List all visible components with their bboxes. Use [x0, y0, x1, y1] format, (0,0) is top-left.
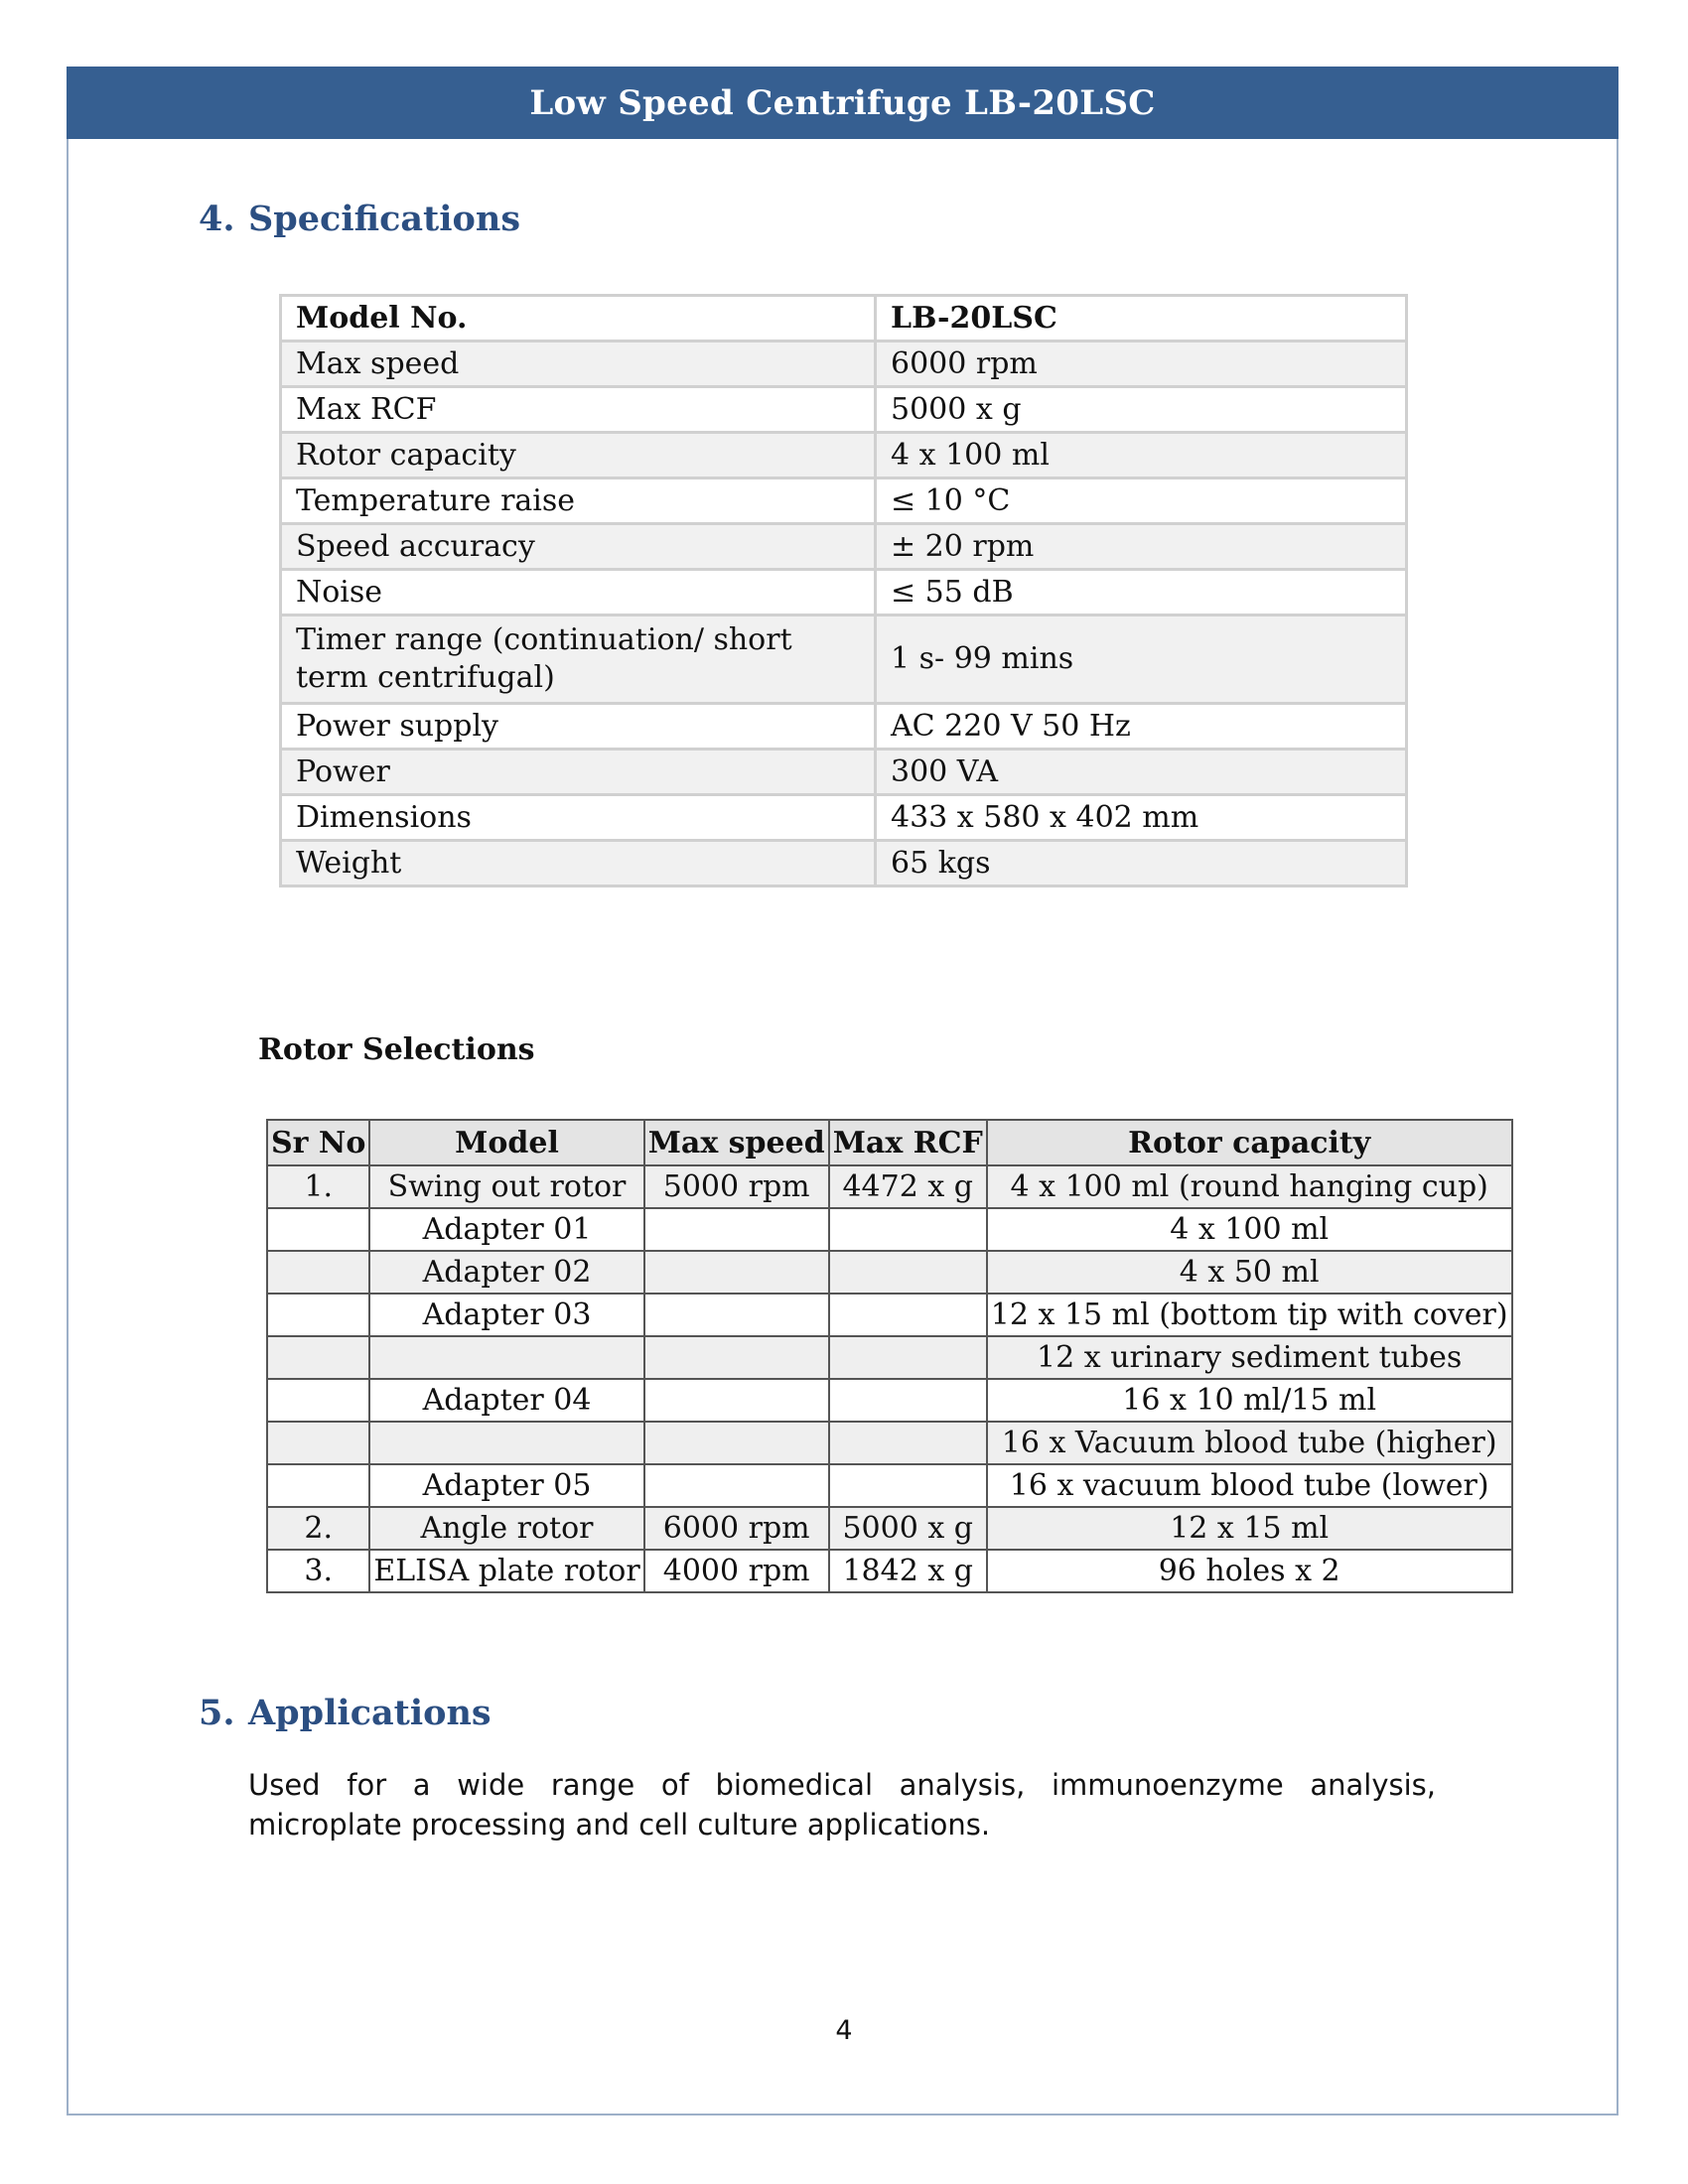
table-row [267, 1165, 1512, 1208]
section-title: Applications [248, 1693, 492, 1733]
max-rcf-cell [829, 1294, 987, 1336]
section-title: Specifications [248, 199, 521, 239]
max-rcf-cell [829, 1251, 987, 1294]
max-rcf-cell: 4472 x g [829, 1165, 987, 1208]
column-header: Rotor capacity [987, 1120, 1512, 1165]
table-row [267, 1251, 1512, 1294]
table-row [281, 341, 1407, 387]
table-row [281, 570, 1407, 615]
max-rcf-cell: 1842 x g [829, 1550, 987, 1592]
rotor-capacity-cell: 96 holes x 2 [987, 1550, 1512, 1592]
model-cell: Adapter 01 [369, 1208, 643, 1251]
spec-label: Max speed [281, 341, 876, 387]
table-row [281, 478, 1407, 524]
max-speed-cell: 6000 rpm [644, 1507, 829, 1550]
page-number: 4 [835, 2015, 853, 2046]
max-speed-cell [644, 1208, 829, 1251]
table-row [281, 296, 1407, 341]
spec-label: Model No. [281, 296, 876, 341]
model-cell: Adapter 04 [369, 1379, 643, 1422]
model-cell: Angle rotor [369, 1507, 643, 1550]
spec-value: 300 VA [876, 750, 1407, 795]
rotor-capacity-cell: 16 x 10 ml/15 ml [987, 1379, 1512, 1422]
table-row [267, 1507, 1512, 1550]
max-speed-cell [644, 1294, 829, 1336]
table-row [281, 750, 1407, 795]
model-cell: Adapter 02 [369, 1251, 643, 1294]
rotor-selections-table [266, 1119, 1513, 1593]
spec-value: ≤ 10 °C [876, 478, 1407, 524]
applications-heading [199, 1693, 492, 1733]
sr-no-cell [267, 1464, 369, 1507]
spec-label: Max RCF [281, 387, 876, 433]
spec-label: Speed accuracy [281, 524, 876, 570]
applications-text: Used for a wide range of biomedical analysis, immunoenzyme analysis, microplate processing and cell culture applications. [248, 1768, 1436, 1842]
table-row [281, 795, 1407, 841]
table-row [267, 1208, 1512, 1251]
spec-label: Rotor capacity [281, 433, 876, 478]
spec-value: ≤ 55 dB [876, 570, 1407, 615]
specifications-table [279, 294, 1408, 887]
model-cell: Swing out rotor [369, 1165, 643, 1208]
model-cell: Adapter 03 [369, 1294, 643, 1336]
max-speed-cell: 5000 rpm [644, 1165, 829, 1208]
model-cell: ELISA plate rotor [369, 1550, 643, 1592]
max-rcf-cell [829, 1422, 987, 1464]
model-cell [369, 1422, 643, 1464]
spec-label: Power supply [281, 704, 876, 750]
column-header: Max speed [644, 1120, 829, 1165]
spec-label: Timer range (continuation/ short term centrifugal) [281, 615, 876, 704]
rotor-capacity-cell: 16 x vacuum blood tube (lower) [987, 1464, 1512, 1507]
specifications-heading [199, 199, 520, 239]
table-row [267, 1422, 1512, 1464]
table-row [281, 615, 1407, 704]
table-row [281, 387, 1407, 433]
spec-label: Temperature raise [281, 478, 876, 524]
section-number: 5. [199, 1693, 235, 1733]
spec-value: AC 220 V 50 Hz [876, 704, 1407, 750]
table-row [267, 1379, 1512, 1422]
section-number: 4. [199, 199, 235, 239]
table-row [281, 704, 1407, 750]
spec-label: Noise [281, 570, 876, 615]
spec-value: 6000 rpm [876, 341, 1407, 387]
table-row [281, 433, 1407, 478]
spec-label: Dimensions [281, 795, 876, 841]
spec-value: ± 20 rpm [876, 524, 1407, 570]
table-row [281, 841, 1407, 887]
max-speed-cell [644, 1464, 829, 1507]
sr-no-cell [267, 1251, 369, 1294]
table-row [267, 1336, 1512, 1379]
table-row [281, 524, 1407, 570]
spec-label: Power [281, 750, 876, 795]
rotor-selections-title: Rotor Selections [258, 1032, 535, 1067]
spec-value: 4 x 100 ml [876, 433, 1407, 478]
spec-value: 5000 x g [876, 387, 1407, 433]
model-cell: Adapter 05 [369, 1464, 643, 1507]
sr-no-cell [267, 1336, 369, 1379]
sr-no-cell [267, 1379, 369, 1422]
max-rcf-cell [829, 1336, 987, 1379]
max-speed-cell [644, 1379, 829, 1422]
rotor-capacity-cell: 12 x urinary sediment tubes [987, 1336, 1512, 1379]
max-speed-cell [644, 1336, 829, 1379]
max-rcf-cell [829, 1208, 987, 1251]
document-title: Low Speed Centrifuge LB-20LSC [529, 82, 1156, 123]
rotor-capacity-cell: 12 x 15 ml [987, 1507, 1512, 1550]
max-speed-cell: 4000 rpm [644, 1550, 829, 1592]
max-rcf-cell [829, 1379, 987, 1422]
spec-value: 65 kgs [876, 841, 1407, 887]
column-header: Sr No [267, 1120, 369, 1165]
rotor-capacity-cell: 4 x 100 ml [987, 1208, 1512, 1251]
table-row [267, 1464, 1512, 1507]
rotor-capacity-cell: 4 x 100 ml (round hanging cup) [987, 1165, 1512, 1208]
column-header: Max RCF [829, 1120, 987, 1165]
rotor-capacity-cell: 4 x 50 ml [987, 1251, 1512, 1294]
sr-no-cell [267, 1208, 369, 1251]
table-row [267, 1294, 1512, 1336]
table-header-row [267, 1120, 1512, 1165]
sr-no-cell [267, 1294, 369, 1336]
max-speed-cell [644, 1251, 829, 1294]
sr-no-cell: 3. [267, 1550, 369, 1592]
sr-no-cell: 1. [267, 1165, 369, 1208]
spec-label: Weight [281, 841, 876, 887]
column-header: Model [369, 1120, 643, 1165]
model-cell [369, 1336, 643, 1379]
rotor-capacity-cell: 16 x Vacuum blood tube (higher) [987, 1422, 1512, 1464]
max-rcf-cell [829, 1464, 987, 1507]
spec-value: 433 x 580 x 402 mm [876, 795, 1407, 841]
sr-no-cell [267, 1422, 369, 1464]
spec-value: LB-20LSC [876, 296, 1407, 341]
spec-value: 1 s- 99 mins [876, 615, 1407, 704]
sr-no-cell: 2. [267, 1507, 369, 1550]
document-header-banner [67, 67, 1618, 139]
max-speed-cell [644, 1422, 829, 1464]
rotor-capacity-cell: 12 x 15 ml (bottom tip with cover) [987, 1294, 1512, 1336]
max-rcf-cell: 5000 x g [829, 1507, 987, 1550]
table-row [267, 1550, 1512, 1592]
